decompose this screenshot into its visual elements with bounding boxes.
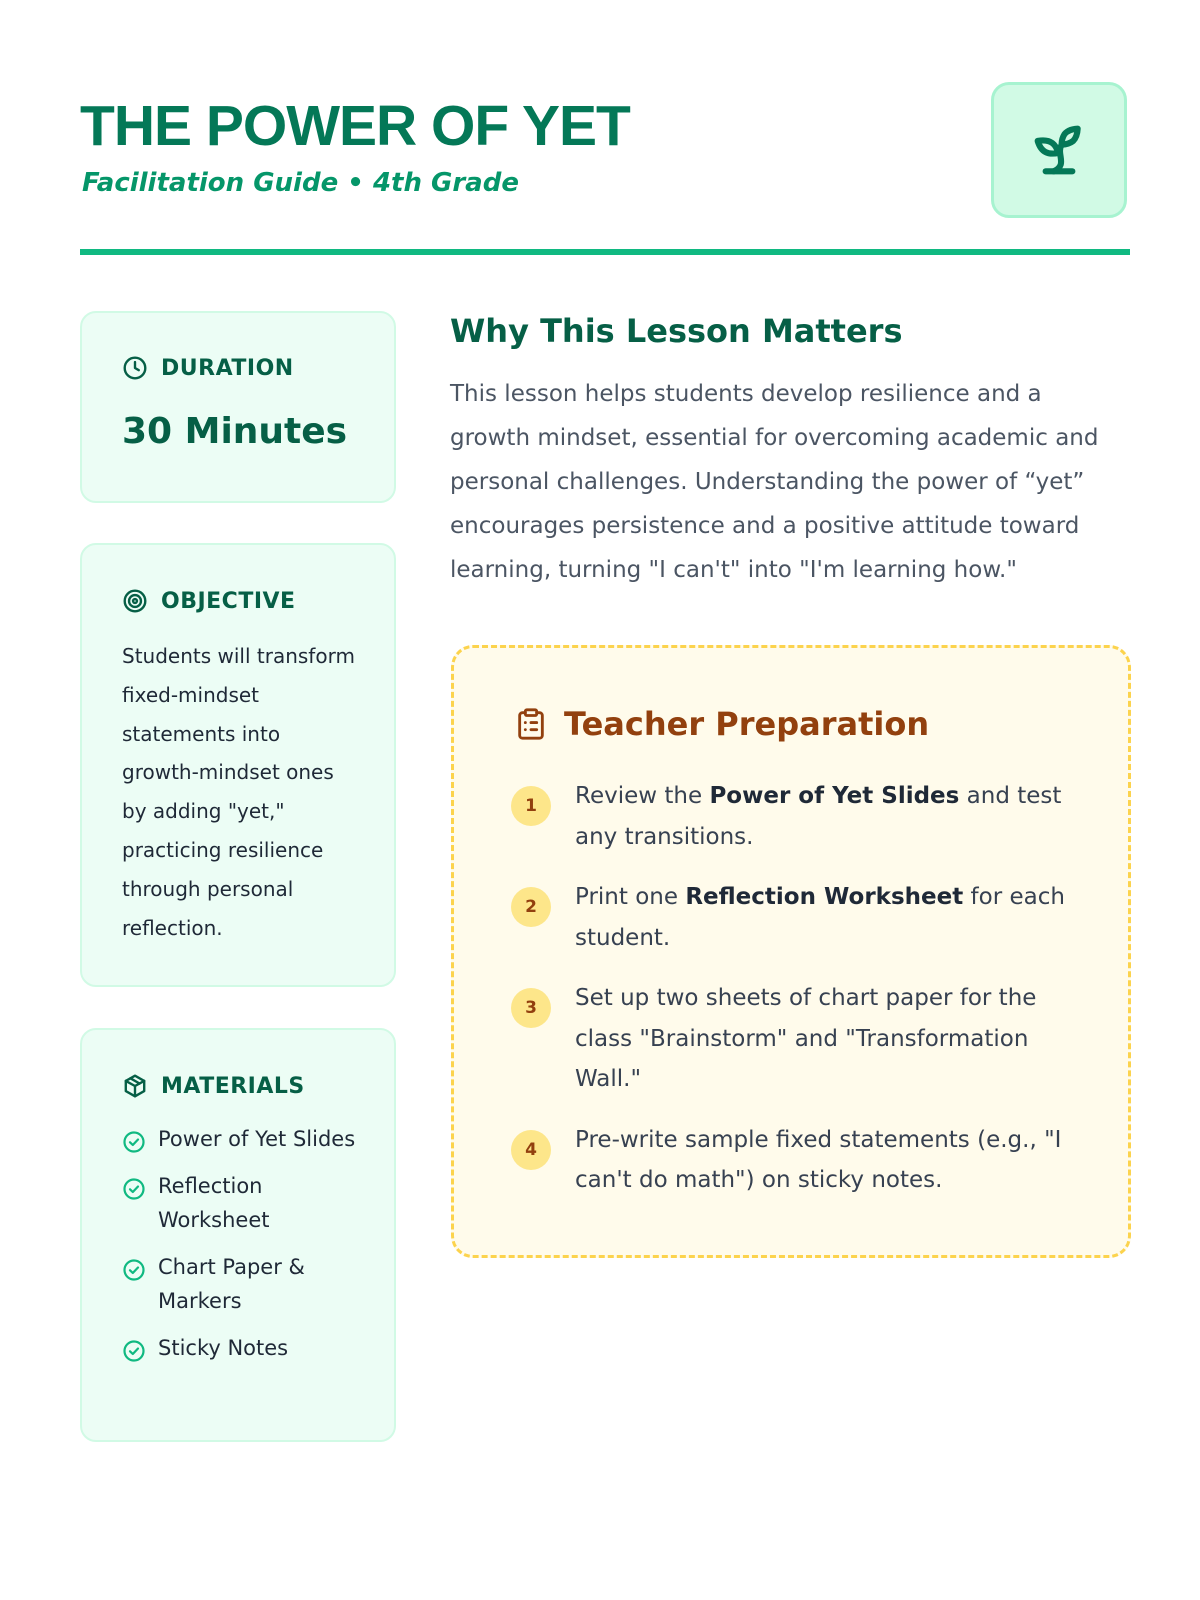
package-icon: [122, 1073, 148, 1099]
list-item: [122, 1250, 372, 1318]
prep-step: [511, 978, 1081, 1100]
step-number-badge: 2: [511, 887, 551, 927]
teacher-preparation-box: [451, 645, 1131, 1258]
duration-label: DURATION: [161, 355, 294, 381]
material-label: Reflection Worksheet: [158, 1174, 270, 1232]
objective-text: Students will transform fixed-mindset statements into growth-mindset ones by adding "yet," practicing resilience through personal reflection.: [122, 644, 355, 940]
step-number-badge: 4: [511, 1130, 551, 1170]
check-circle-icon: [122, 1177, 146, 1201]
duration-header: [122, 355, 294, 381]
prep-step: [511, 776, 1081, 857]
clipboard-list-icon: [514, 705, 548, 743]
why-paragraph: This lesson helps students develop resilience and a growth mindset, essential for overcoming academic and personal challenges. Understanding the power of “yet” encourages persistence and a positive attitude toward learning, turning "I can't" into "I'm learning how.": [450, 381, 1099, 583]
check-circle-icon: [122, 1339, 146, 1363]
page-subtitle: Facilitation Guide • 4th Grade: [82, 168, 519, 198]
sprout-icon: [1027, 117, 1091, 183]
list-item: [122, 1331, 372, 1365]
prep-step: [511, 877, 1081, 958]
duration-value: 30 Minutes: [122, 411, 348, 452]
header-divider: [80, 249, 1130, 255]
objective-header: [122, 588, 296, 614]
section-heading-why: Why This Lesson Matters: [450, 312, 903, 350]
objective-card: [80, 543, 396, 987]
list-item: [122, 1169, 372, 1237]
step-text: Set up two sheets of chart paper for the class "Brainstorm" and "Transformation Wall.": [575, 985, 1037, 1092]
check-circle-icon: [122, 1258, 146, 1282]
target-icon: [122, 588, 148, 614]
step-text: Review the Power of Yet Slides and test any transitions.: [575, 783, 1062, 850]
prep-steps: [511, 776, 1081, 1221]
step-number-badge: 1: [511, 786, 551, 826]
objective-label: OBJECTIVE: [161, 588, 296, 614]
material-label: Sticky Notes: [158, 1336, 289, 1360]
materials-list: [122, 1122, 372, 1378]
prep-step: [511, 1120, 1081, 1201]
material-label: Chart Paper & Markers: [158, 1255, 305, 1313]
step-text: Pre-write sample fixed statements (e.g., "I can't do math") on sticky notes.: [575, 1126, 1062, 1193]
step-text: Print one Reflection Worksheet for each student.: [575, 884, 1065, 951]
material-label: Power of Yet Slides: [158, 1127, 356, 1151]
duration-card: [80, 311, 396, 503]
step-number-badge: 3: [511, 988, 551, 1028]
materials-label: MATERIALS: [161, 1073, 305, 1099]
logo-badge: [991, 82, 1127, 218]
materials-card: [80, 1028, 396, 1442]
page-title: THE POWER OF YET: [80, 94, 630, 158]
prep-title: Teacher Preparation: [564, 705, 930, 743]
list-item: [122, 1122, 372, 1156]
check-circle-icon: [122, 1130, 146, 1154]
materials-header: [122, 1073, 305, 1099]
clock-icon: [122, 355, 148, 381]
prep-header: [514, 705, 929, 743]
